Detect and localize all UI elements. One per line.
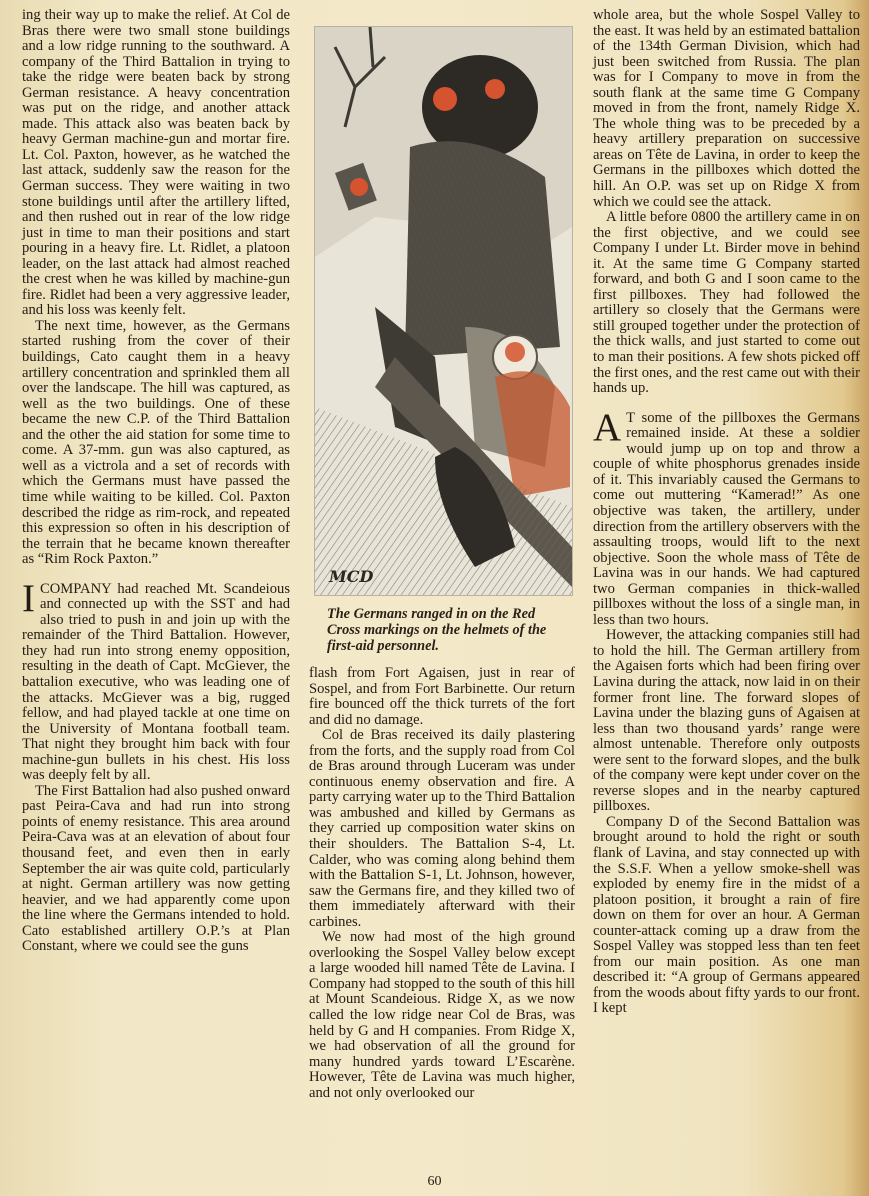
left-text-column	[22, 8, 290, 955]
illustration-caption: The Germans ranged in on the Red Cross markings on the helmets of the first-aid personnel.	[327, 606, 547, 654]
drop-cap: I	[22, 576, 35, 620]
paragraph: The next time, however, as the Germans started rushing from the cover of their buildings, Cato caught them in a heavy artillery concentration and sprinkled them all over the landscape. The hill was captured, as well as the two buildings. One of these became the new C.P. of the Third Battalion and the other the aid station for some time to come. A 37-mm. gun was also captured, as well as a victrola and a set of records with which the Germans must have passed the time while waiting to be killed. Col. Paxton described the ridge as rim-rock, and repeated this expression so often in his description of the terrain that he became known thereafter as “Rim Rock Paxton.”	[22, 317, 290, 568]
illustration-medic-soldier	[314, 26, 573, 596]
paragraph: A little before 0800 the artillery came in on the first objective, and we could see Company I under Lt. Birder move in behind it. At the same time G Company started forward, and both G and I soon came to the first pillboxes. They had followed the artillery so closely that the Germans were still grouped together under the protection of the thick walls, and just started to come out to man their positions. A few shots picked off the first ones, and the rest came out with their hands up.	[593, 209, 860, 397]
page-number: 60	[427, 1174, 442, 1189]
paragraph-text: COMPANY had reached Mt. Scandeious and connected up with the SST and had also tried to push in and join up with the remainder of the Third Battalion. However, they had run into strong enemy opposition, resulting in the death of Capt. McGiever, the battalion executive, who was leading one of the attacks. McGiever was a big, rugged fellow, and had played tackle at one time on the University of Montana football team. That night they brought him back with four machine-gun bullets in his chest. His loss was deeply felt by all.	[22, 580, 290, 784]
paragraph-text: T some of the pillboxes the Germans remained inside. At these a soldier would jump up on top and throw a couple of white phosphorus grenades inside of it. This invariably caused the Germans to come out muttering “Kamerad!” As one objective was taken, the artillery, under direction from the artillery observers with the assaulting troops, would lift to the next objective. Soon the whole mass of Tête de Lavina was in our hands. We had captured two German companies in thick-walled pillboxes without the loss of a single man, in less than two hours.	[593, 409, 860, 628]
artist-signature: MCD	[329, 567, 374, 586]
paragraph: whole area, but the whole Sospel Valley to the east. It was held by an estimated battalion of the 134th German Division, which had just been switched from Russia. The plan was for I Company to move in from the south flank at the same time G Company moved in from the front, namely Ridge X. The whole thing was to be preceded by a heavy artillery preparation on successive areas on Tête de Lavina, in order to keep the Germans in the pillboxes which dotted the hill. An O.P. was set up on Ridge X from which we could see the attack.	[593, 7, 860, 210]
paragraph: Company D of the Second Battalion was brought around to hold the right or south flank of Lavina, and stay connected up with the S.S.F. When a yellow smoke-shell was exploded by enemy fire in the midst of a platoon position, it brought a rain of fire down on them for over an hour. A German counter-attack coming up a draw from the Sospel Valley was stopped less than ten feet from our main position. As one man described it: “A group of Germans appeared from the woods about fifty yards to our front. I kept	[593, 813, 860, 1017]
paragraph: The First Battalion had also pushed onward past Peira-Cava and had run into strong points of enemy resistance. This area around Peira-Cava was at an elevation of about four thousand feet, and even then in early September the air was quite cold, particularly at night. German artillery was now getting heavier, and we had apparently come upon the line where the Germans intended to hold. Cato established artillery O.P.’s at Plan Constant, where we could see the guns	[22, 782, 290, 955]
illustration-drawing	[315, 27, 572, 595]
paragraph: Col de Bras received its daily plastering from the forts, and the supply road from Col de Bras around through Luceram was under continuous enemy observation and fire. A party carrying water up to the Third Battalion was ambushed and killed by Germans as they carried up composition water skins on their shoulders. The Battalion S-4, Lt. Calder, who was coming along behind them with the Battalion S-1, Lt. Johnson, however, saw the Germans fire, and they killed two of them immediately afterward with their carbines.	[309, 727, 575, 930]
paragraph: ing their way up to make the relief. At Col de Bras there were two small stone buildings and a low ridge running to the southward. A company of the Third Battalion in trying to take the ridge were beaten back by strong German resistance. A heavy concentration was put on the ridge, and another attack made. This attack also was beaten back by heavy German machine-gun and mortar fire. Lt. Col. Paxton, however, as he watched the last attack, suddenly saw the reason for the German success. They were waiting in two stone buildings until after the artillery lifted, and then rushed out in rear of the low ridge just in time to man their positions and start pouring in a heavy fire. Lt. Ridlet, a platoon leader, on the last attack had almost reached the crest when he was killed by machine-gun fire. Ridlet had been a very aggressive leader, and his loss was keenly felt.	[22, 7, 290, 319]
middle-text-column	[309, 666, 575, 1101]
right-text-column	[593, 8, 860, 1017]
paragraph: We now had most of the high ground overlooking the Sospel Valley below except a large wooded hill named Tête de Lavina. I Company had stopped to the south of this hill at Mount Scandeious. Ridge X, as we now called the low ridge near Col de Bras, was held by G and H companies. From Ridge X, we had observation of all the ground for many hundred yards toward L’Escarène. However, Tête de Lavina was much higher, and not only overlooked our	[309, 929, 575, 1101]
section-paragraph	[22, 576, 290, 784]
section-paragraph	[593, 405, 860, 629]
paragraph: flash from Fort Agaisen, just in rear of Sospel, and from Fort Barbinette. Our return fire bounced off the thick turrets of the fort and did no damage.	[309, 665, 575, 728]
drop-cap: A	[593, 405, 622, 449]
paragraph: However, the attacking companies still had to hold the hill. The German artillery from the Agaisen forts which had been firing over Lavina during the attack, now laid in on their former front line. The forward slopes of Lavina under the blazing guns of Agaisen at less than two thousand yards’ range were almost untenable. Therefore only outposts were sent to the forward slopes, and the bulk of the company were kept under cover on the reverse slopes and in the nearby captured pillboxes.	[593, 627, 860, 815]
